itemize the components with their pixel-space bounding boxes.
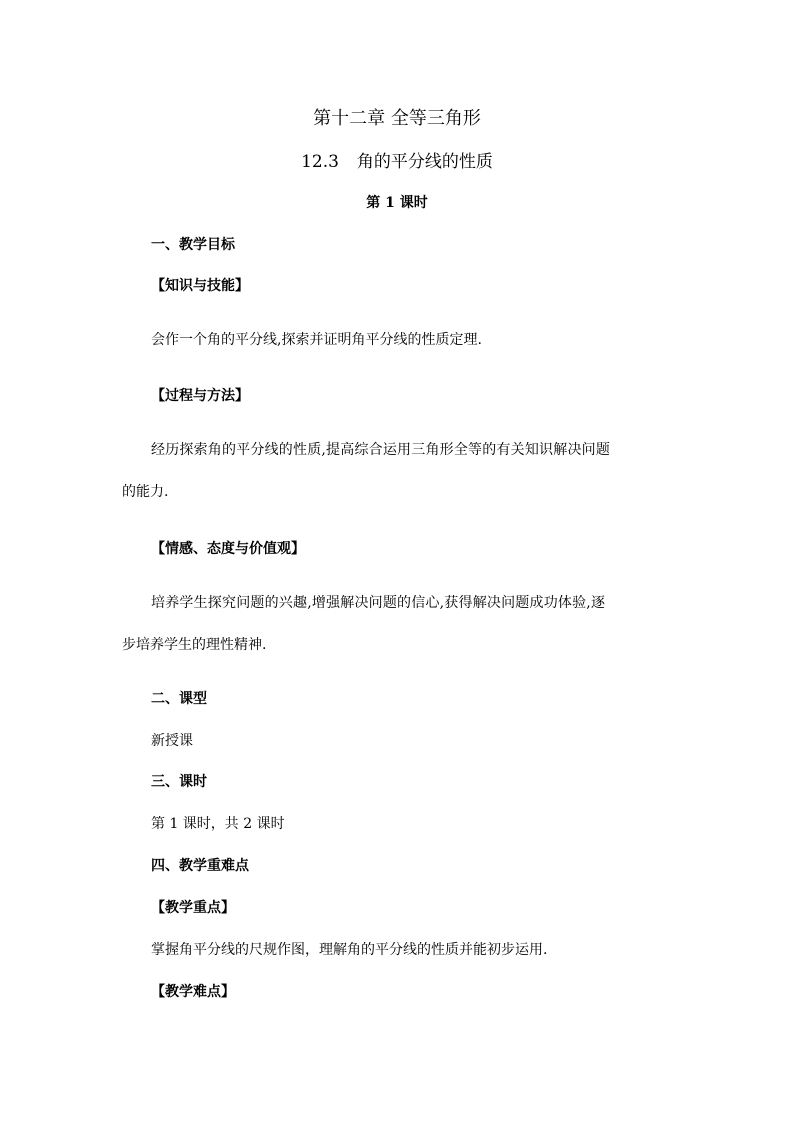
difficulty-heading: 【教学难点】 [151,984,235,1000]
process-text-line-1: 经历探索角的平分线的性质,提高综合运用三角形全等的有关知识解决问题 [151,442,611,458]
hours-heading: 三、课时 [151,774,207,790]
emotion-text-line-1: 培养学生探究问题的兴趣,增强解决问题的信心,获得解决问题成功体验,逐 [151,595,606,611]
objectives-heading: 一、教学目标 [151,237,235,253]
hours-text: 第 1 课时，共 2 课时 [151,816,285,832]
type-text: 新授课 [151,733,193,749]
key-heading: 四、教学重难点 [151,858,249,874]
emotion-heading: 【情感、态度与价值观】 [151,541,305,557]
section-title: 角的平分线的性质 [356,152,493,172]
lesson-label: 第 1 课时 [366,195,428,211]
knowledge-text: 会作一个角的平分线,探索并证明角平分线的性质定理. [151,332,482,348]
process-text-line-2: 的能力. [122,484,169,500]
key-point-heading: 【教学重点】 [151,900,235,916]
key-point-text: 掌握角平分线的尺规作图，理解角的平分线的性质并能初步运用. [151,942,548,958]
section-heading [0,151,794,173]
chapter-title: 第十二章 全等三角形 [313,108,481,129]
emotion-text-line-2: 步培养学生的理性精神. [122,637,267,653]
process-heading: 【过程与方法】 [151,388,249,404]
section-number: 12.3 [301,152,339,172]
knowledge-heading: 【知识与技能】 [151,278,249,294]
type-heading: 二、课型 [151,691,207,707]
